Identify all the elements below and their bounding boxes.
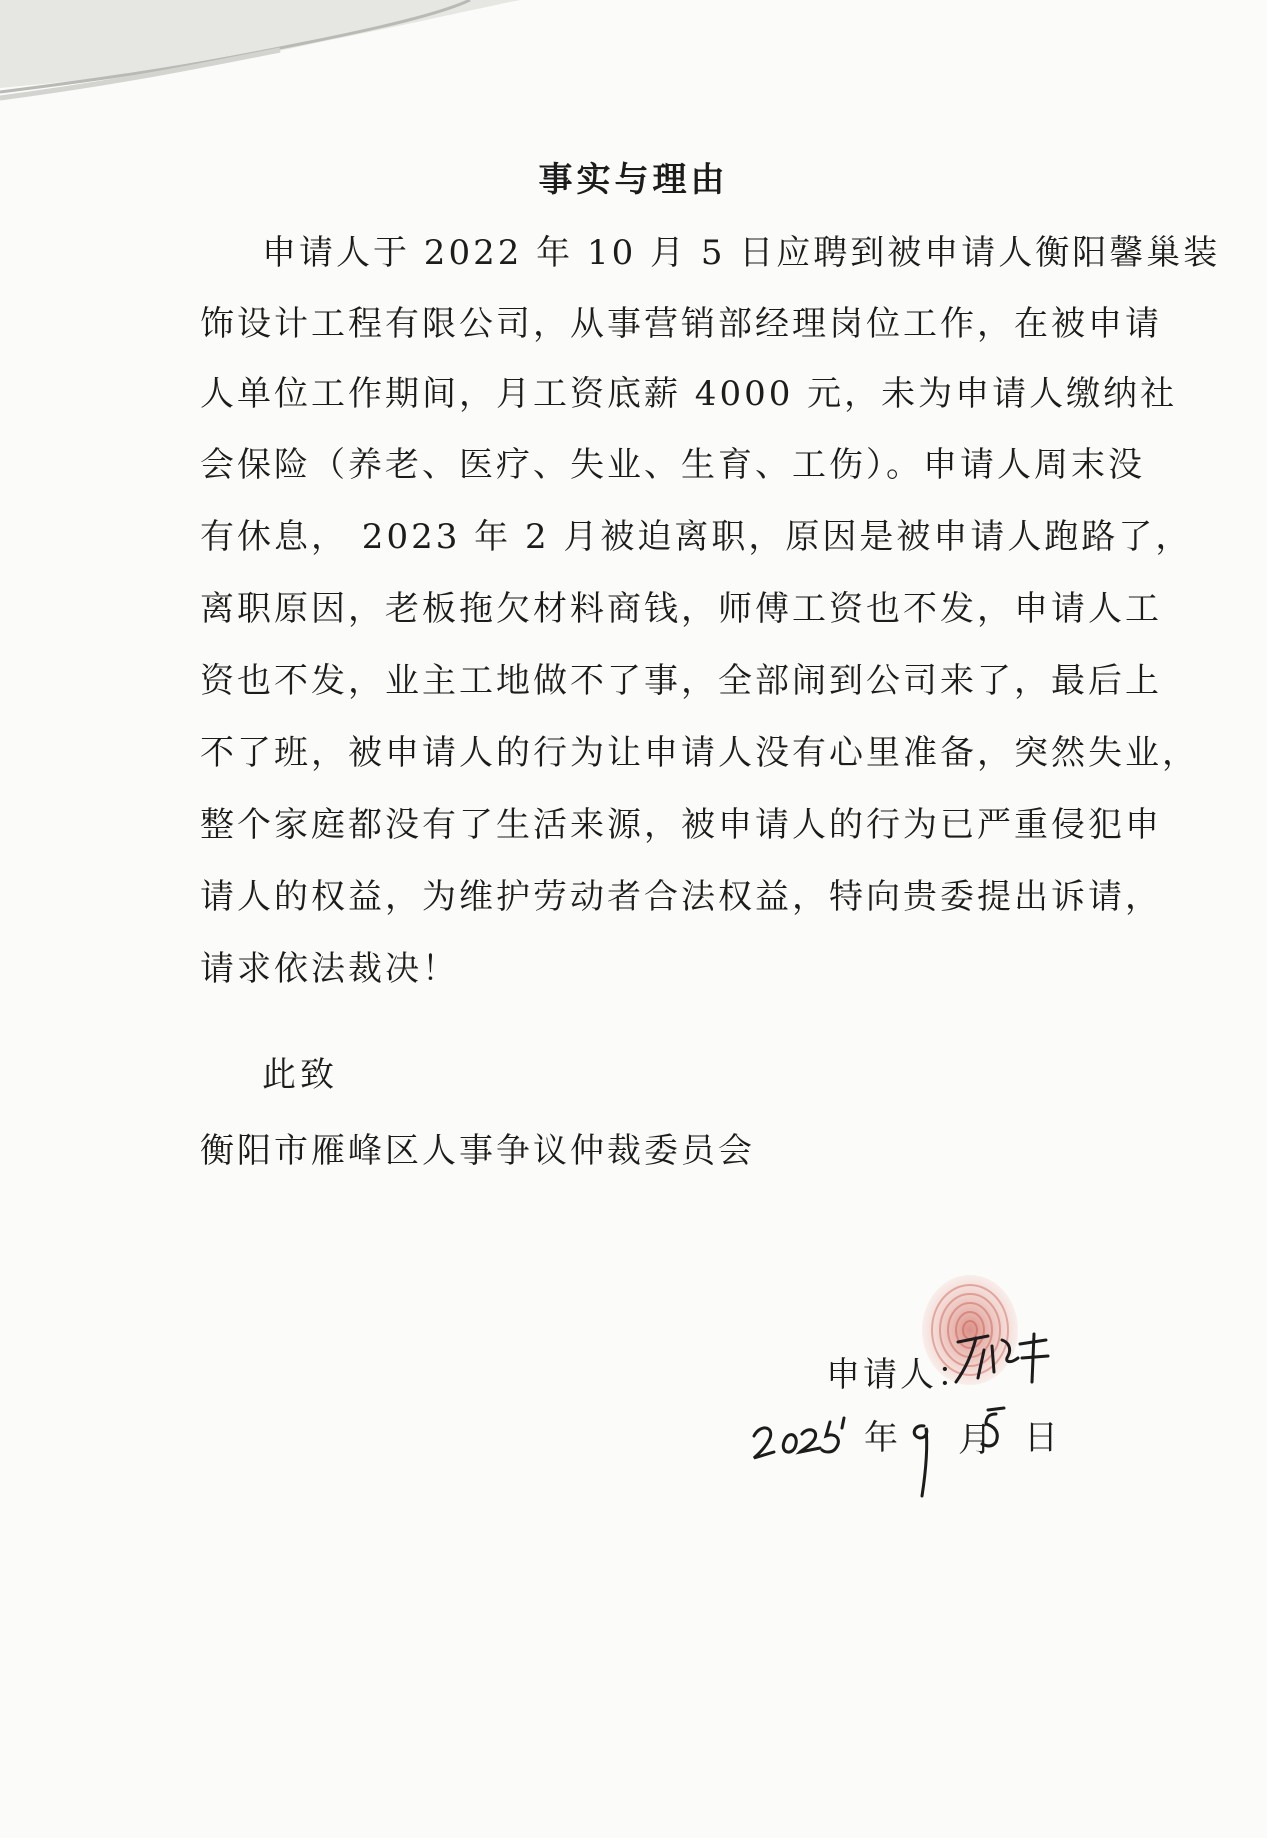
body-line-11: 请求依法裁决！ — [200, 949, 459, 989]
handwritten-signature — [950, 1328, 1060, 1388]
body-line-8: 不了班，被申请人的行为让申请人没有心里准备，突然失业， — [200, 733, 1199, 773]
body-line-7: 资也不发，业主工地做不了事，全部闹到公司来了，最后上 — [200, 661, 1162, 701]
date-year-char: 年 — [864, 1418, 898, 1458]
closing-salutation: 此致 — [262, 1055, 338, 1095]
body-line-3: 人单位工作期间，月工资底薪 4000 元，未为申请人缴纳社 — [200, 374, 1178, 414]
body-line-9: 整个家庭都没有了生活来源，被申请人的行为已严重侵犯申 — [200, 805, 1162, 845]
date-day-char: 日 — [1024, 1418, 1058, 1458]
handwritten-date-numerals — [750, 1400, 1060, 1520]
applicant-label: 申请人： — [826, 1355, 974, 1395]
body-line-1: 申请人于 2022 年 10 月 5 日应聘到被申请人衡阳馨巢装 — [262, 233, 1221, 273]
body-line-2: 饰设计工程有限公司，从事营销部经理岗位工作，在被申请 — [200, 304, 1162, 344]
body-line-4: 会保险（养老、医疗、失业、生育、工伤）。申请人周末没 — [200, 445, 1145, 485]
document-title: 事实与理由 — [538, 160, 729, 200]
addressee: 衡阳市雁峰区人事争议仲裁委员会 — [200, 1131, 755, 1171]
body-line-10: 请人的权益，为维护劳动者合法权益，特向贵委提出诉请， — [200, 877, 1162, 917]
body-line-6: 离职原因，老板拖欠材料商钱，师傅工资也不发，申请人工 — [200, 589, 1162, 629]
scan-fold-shadow — [0, 0, 1267, 120]
date-month-char: 月 — [958, 1420, 992, 1460]
body-line-5: 有休息， 2023 年 2 月被迫离职，原因是被申请人跑路了， — [200, 517, 1193, 557]
